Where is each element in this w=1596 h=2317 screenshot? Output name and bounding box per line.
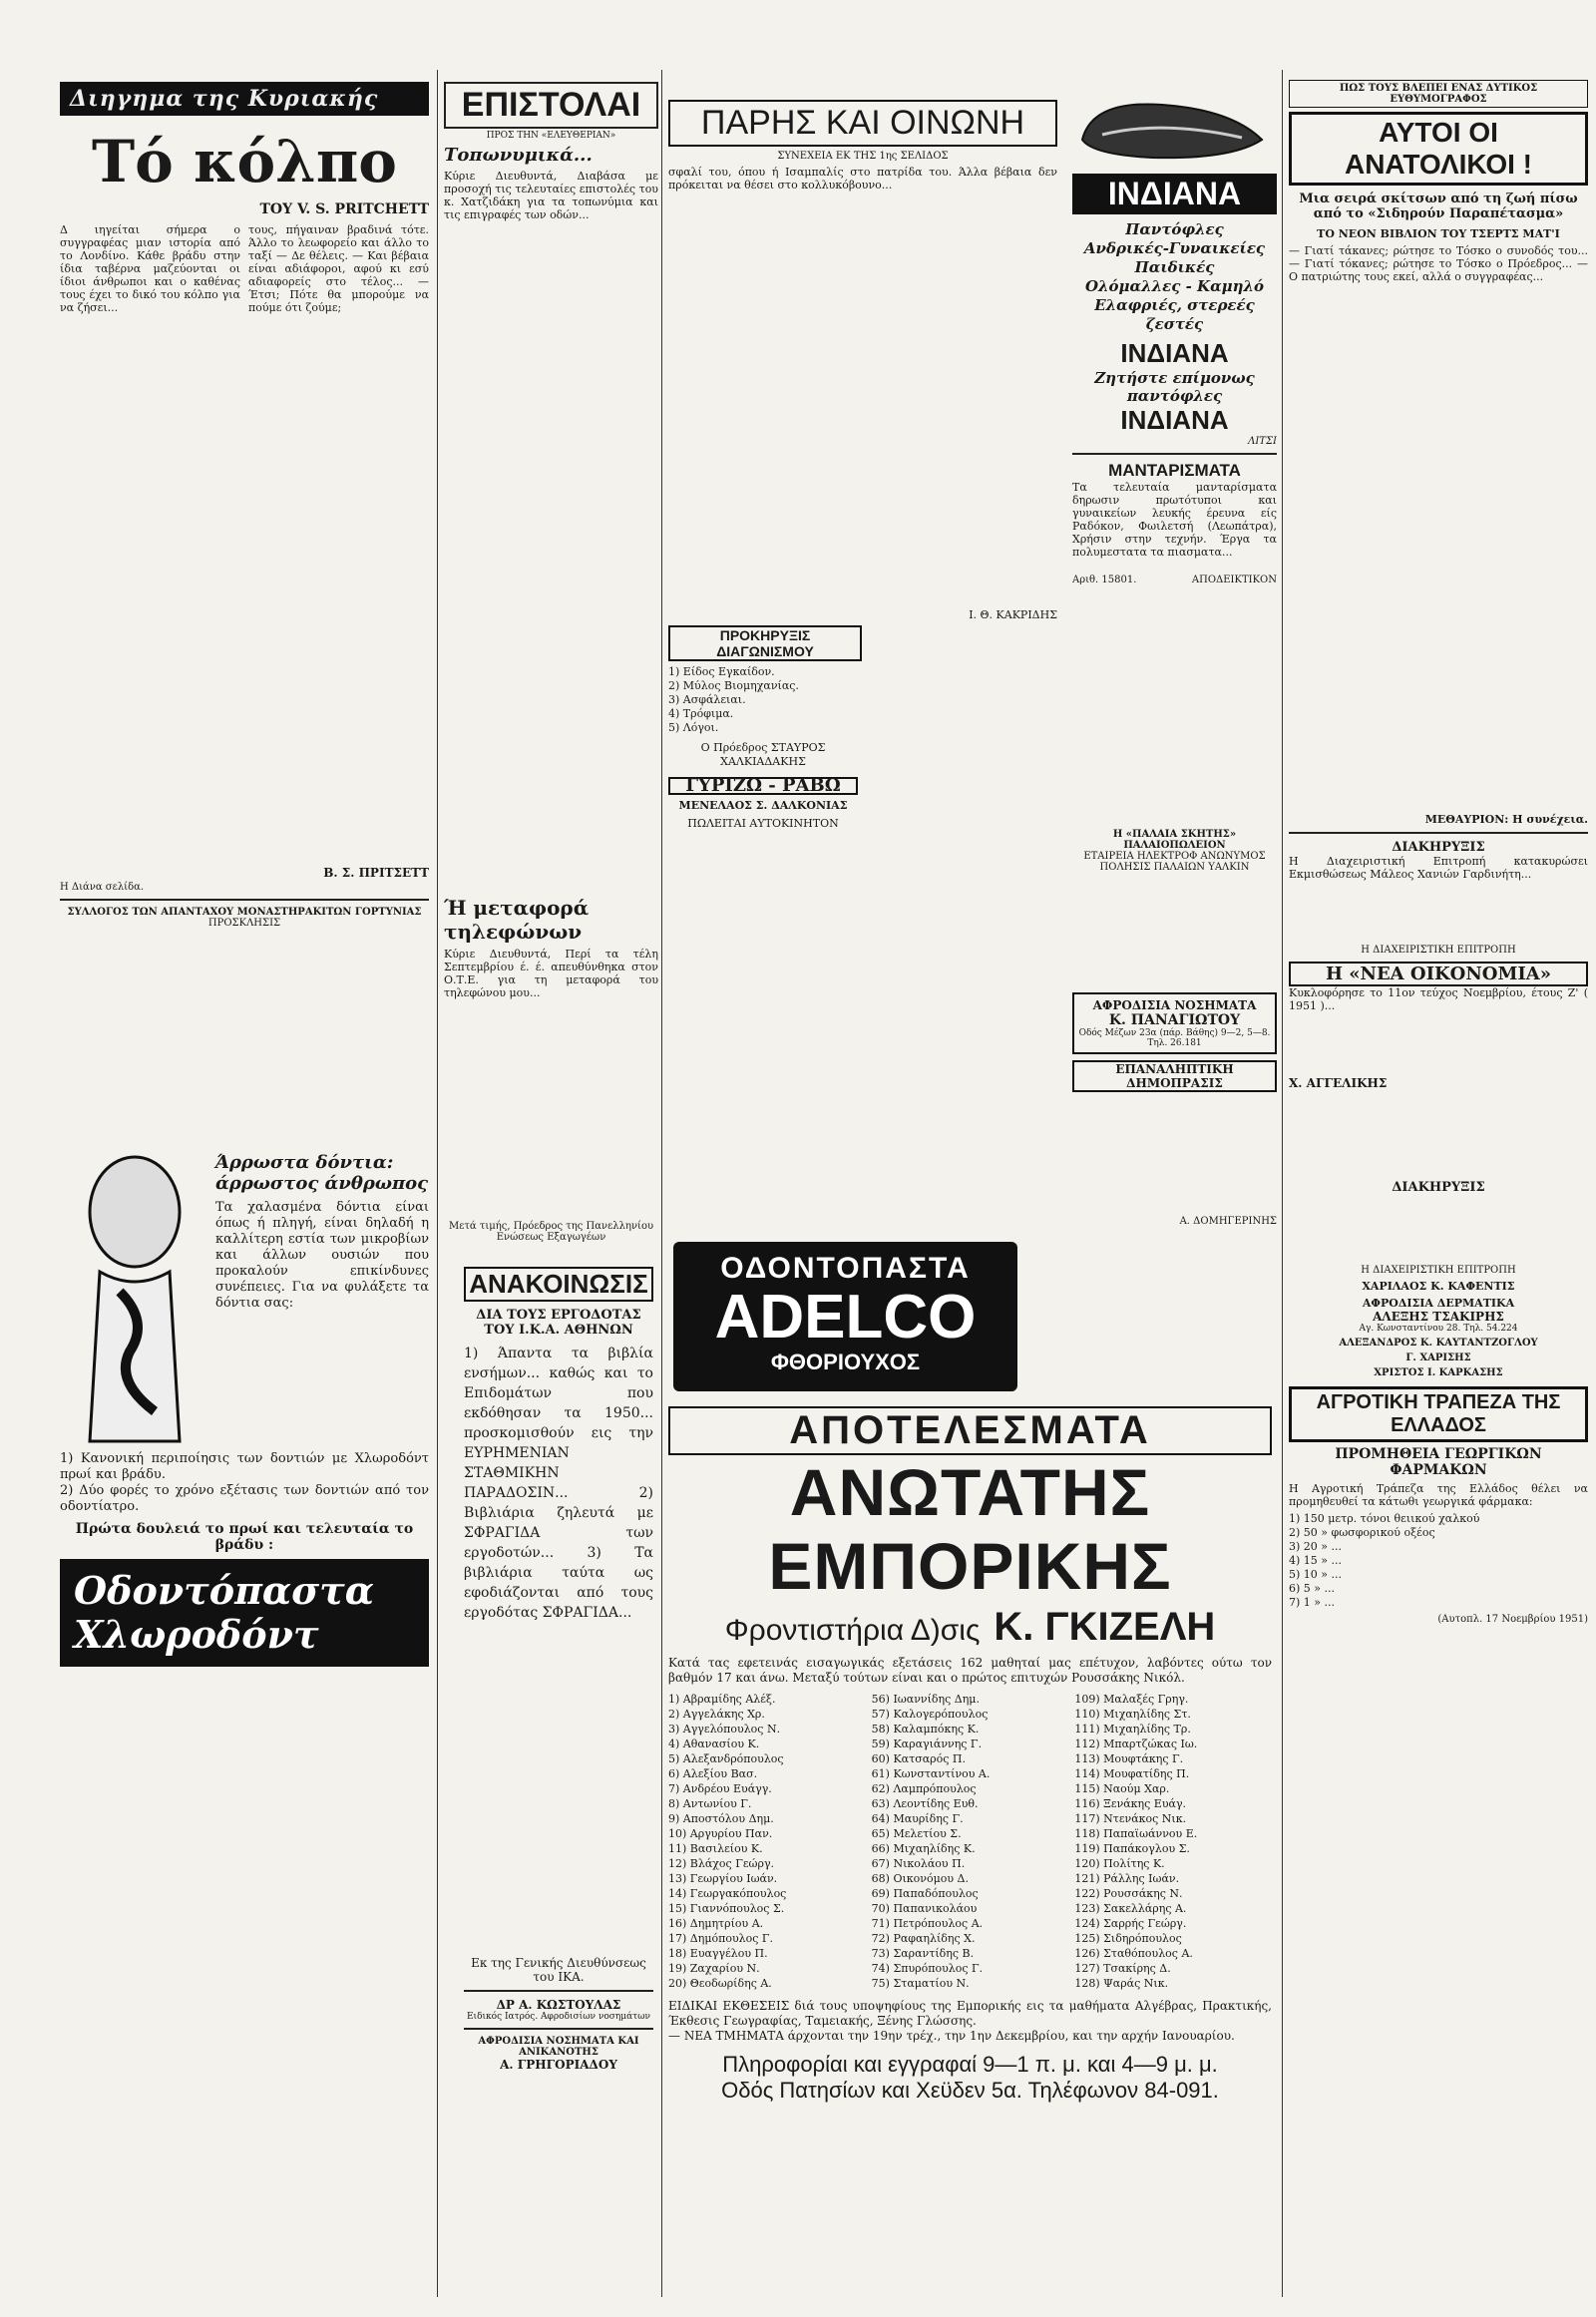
cartoon-book: ΤΟ ΝΕΟΝ ΒΙΒΛΙΟΝ ΤΟΥ ΤΣΕΡΤΣ ΜΑΤ'Ι (1317, 227, 1560, 240)
results-school: ΑΝΩΤΑΤΗΣ ΕΜΠΟΡΙΚΗΣ (768, 1455, 1172, 1603)
committee-2: Η ΔΙΑΧΕΙΡΙΣΤΙΚΗ ΕΠΙΤΡΟΠΗ (1361, 1265, 1516, 1276)
indiana-brand-2: ΙΝΔΙΑΝΑ (1120, 338, 1229, 368)
list-item: 122) Ρουσσάκης Ν. (1074, 1887, 1183, 1900)
ad2-doctor: Α. ΓΡΗΓΟΡΙΑΔΟΥ (500, 2058, 617, 2072)
letter2-sign: Μετά τιμής, Πρόεδρος της Πανελληνίου Ενώσεως Εξαγωγέων (448, 1221, 654, 1243)
list-item: 68) Οικονόμου Δ. (871, 1872, 969, 1885)
list-item: 121) Ράλλης Ιωάν. (1074, 1872, 1180, 1885)
company-text: ΕΤΑΙΡΕΙΑ ΗΛΕΚΤΡΟΦ ΑΝΩΝΥΜΟΣ ΠΟΛΗΣΙΣ ΠΑΛΑΙΩΝ ΥΑΛΚΙΝ (1083, 851, 1266, 873)
story-title: Τό κόλπο (91, 128, 397, 195)
clinic-doctor: ΑΛΕΞΗΣ ΤΣΑΚΙΡΗΣ (1373, 1310, 1504, 1324)
ika-announcement (464, 1267, 653, 2072)
letter2-body: Κύριε Διευθυντά, Περί τα τέλη Σεπτεμβρίου έ. έ. απευθύνθηκα στον Ο.Τ.Ε. για τη μεταφορά του τηλεφώνου μου... (444, 948, 658, 999)
indiana-brand: ΙΝΔΙΑΝΑ (1072, 174, 1277, 214)
indiana-line: Ανδρικές-Γυναικείες (1083, 239, 1266, 257)
announce-title: ΔΙΑΚΗΡΥΞΙΣ (1392, 840, 1485, 855)
list-item: 8) Αντωνίου Γ. (668, 1797, 752, 1810)
ad-caption: Άρρωστα δόντια: άρρωστος άνθρωπος (215, 1152, 429, 1194)
filler-text (1289, 1090, 1588, 1180)
announce-body: 1) Άπαντα τα βιβλία ενσήμων... καθώς και το Επιδομάτων που εκδόθησαν τα 1950... προσκομισθούν εις την ΕΥΡΗΜΕΝΙΑΝ ΣΤΑΘΜΙΚΗΝ ΠΑΡΑΔΟΣΙΝ... 2) Βιβλιάρια ζηλευτά με ΣΦΡΑΓΙΔΑ των εργοδοτών... 3) Τα βιβλιάρια ταύτα ως εφοδιάζονται από τους εργοδότας ΣΦΡΑΓΙΔΑ... (464, 1346, 653, 1621)
adelco-line2: ΦΘΟΡΙΟΥΧΟΣ (770, 1350, 921, 1374)
letters-header: ΕΠΙΣΤΟΛΑΙ (444, 82, 658, 129)
contest-item: 3) Ασφάλειαι. (668, 693, 746, 706)
results-col-b (872, 1692, 1069, 1991)
list-item: 9) Αποστόλου Δημ. (668, 1812, 774, 1825)
indiana-line: Παιδικές (1134, 258, 1215, 276)
indiana-cta: Ζητήστε επίμονως (1094, 369, 1255, 387)
list-item: 12) Βλάχος Γεώργ. (668, 1857, 775, 1870)
paris-sign: Ι. Θ. ΚΑΚΡΙΔΗΣ (969, 608, 1057, 621)
list-item: 10) Αργυρίου Παν. (668, 1827, 773, 1840)
cartoon-subtitle: Μια σειρά σκίτσων από τη ζωή πίσω από το «Σιδηρούν Παραπέτασμα» (1299, 192, 1578, 221)
tutor-label: Φροντιστήρια Δ)σις (724, 1614, 981, 1647)
company-title: Η «ΠΑΛΑΙΑ ΣΚΗΤΗΣ» ΠΑΛΑΙΟΠΩΛΕΙΟΝ (1112, 829, 1237, 851)
results-info: Πληροφορίαι και εγγραφαί 9—1 π. μ. και 4—9 μ. μ. (722, 2052, 1218, 2077)
notice-title: ΣΥΛΛΟΓΟΣ ΤΩΝ ΑΠΑΝΤΑΧΟΥ ΜΟΝΑΣΤΗΡΑΚΙΤΩΝ ΓΟΡΤΥΝΙΑΣ (67, 907, 422, 918)
list-item: 61) Κωνσταντίνου Α. (871, 1767, 991, 1780)
filler-text (1072, 877, 1277, 986)
cartoon-body: — Γιατί τάκανες; ρώτησε το Τόσκο ο συνοδός του... — Γιατί τόκανες; ρώτησε το Τόσκο ο Πρόεδρος... — Ο πατριώτης τους εκεί, αλλά ο συγγραφέας... (1289, 244, 1588, 283)
notice-subtitle: ΠΡΟΣΚΛΗΣΙΣ (207, 918, 281, 929)
merchant: Χ. ΑΓΓΕΛΙΚΗΣ (1289, 1076, 1388, 1090)
list-item: 71) Πετρόπουλος Α. (871, 1917, 984, 1930)
bank-item: 4) 15 » ... (1289, 1554, 1342, 1567)
letter1-title: Τοπωνυμικά... (444, 145, 593, 166)
list-item: 58) Καλαμπόκης Κ. (871, 1723, 980, 1736)
tutor-name: Κ. ΓΚΙΖΕΛΗ (994, 1605, 1216, 1649)
mantarismata-title: ΜΑΝΤΑΡΙΣΜΑΤΑ (1108, 461, 1241, 480)
notice-title: ΓΥΡΙΖΩ - ΡΑΒΩ (668, 777, 858, 795)
chlorodont-brand: Οδοντόπαστα Χλωροδόντ (60, 1559, 429, 1667)
paris-continued-text (866, 665, 1057, 925)
filler-text (1072, 1096, 1277, 1216)
contest-item: 5) Λόγοι. (668, 721, 719, 734)
contest-items (668, 665, 858, 925)
doctor-name: ΔΡ Α. ΚΩΣΤΟΥΛΑΣ (496, 1998, 621, 2012)
list-item: 18) Ευαγγέλου Π. (668, 1947, 768, 1960)
bank-body: Η Αγροτική Τράπεζα της Ελλάδος θέλει να προμηθευθεί τα κάτωθι γεωργικά φάρμακα: (1289, 1482, 1588, 1508)
ad-point-1: 1) Κανονική περιποίησις των δοντιών με Χλωροδόντ πρωί και βράδυ. (60, 1451, 429, 1482)
announce-body: Η Διαχειριστική Επιτροπή κατακυρώσει Εκμισθώσεως Μάλεος Χανιών Γαρδινήτη... (1289, 855, 1588, 881)
anatomy-illustration-icon (60, 1152, 209, 1451)
list-item: 5) Αλεξανδρόπουλος (668, 1752, 784, 1765)
list-item: 57) Καλογερόπουλος (871, 1708, 989, 1721)
contest-item: 2) Μύλος Βιομηχανίας. (668, 679, 799, 692)
list-item: 13) Γεωργίου Ιωάν. (668, 1872, 778, 1885)
list-item: 14) Γεωργακόπουλος (668, 1887, 787, 1900)
magazine-body: Κυκλοφόρησε το 11ον τεύχος Νοεμβρίου, έτους Ζ' ( 1951 )... (1289, 986, 1588, 1012)
bank-title: ΑΓΡΟΤΙΚΗ ΤΡΑΠΕΖΑ ΤΗΣ ΕΛΛΑΔΟΣ (1289, 1386, 1588, 1442)
bank-item: 2) 50 » φωσφορικού οξέος (1289, 1526, 1435, 1539)
results-col-a (668, 1692, 866, 1991)
clinic-3: Γ. ΧΑΡΙΣΗΣ (1405, 1352, 1471, 1363)
doctor-sub: Ειδικός Ιατρός. Αφροδισίων νοσημάτων (466, 2012, 651, 2022)
results-new-classes: — ΝΕΑ ΤΜΗΜΑΤΑ άρχονται την 19ην τρέχ., την 1ην Δεκεμβρίου, και την αρχήν Ιανουαρίου. (668, 2029, 1235, 2043)
indiana-line: Ολόμαλλες - Καμηλό (1084, 277, 1265, 295)
filler-text (1072, 589, 1277, 829)
list-item: 126) Σταθόπουλος Α. (1074, 1947, 1193, 1960)
contest-title: ΠΡΟΚΗΡΥΞΙΣ ΔΙΑΓΩΝΙΣΜΟΥ (668, 625, 862, 661)
pharmacy: ΧΑΡΙΛΑΟΣ Κ. ΚΑΦΕΝΤΙΣ (1362, 1280, 1515, 1293)
bank-sign: (Αυτοπλ. 17 Νοεμβρίου 1951) (1437, 1614, 1588, 1625)
section-ref-2: ΑΠΟΔΕΙΚΤΙΚΟΝ (1191, 575, 1277, 585)
list-item: 112) Μπαρτζώκας Ιω. (1074, 1738, 1198, 1750)
list-item: 16) Δημητρίου Α. (668, 1917, 764, 1930)
list-item: 66) Μιχαηλίδης Κ. (871, 1842, 976, 1855)
results-list (668, 1692, 1272, 1991)
story-body-right: τους, πήγαιναν βραδινά τότε. Άλλο το λεωφορείο και άλλο το ταξί — Δε θέλεις. — Και βέβαια είναι αδιάφοροι, αφού κι εσύ αδιαφορείς στο τέλος... — Έτσι; Πότε θα μπορούμε να πούμε ότι ζούμε; (248, 223, 429, 314)
filler-text (60, 933, 429, 1142)
bank-item: 6) 5 » ... (1289, 1582, 1335, 1595)
list-item: 72) Ραφαηλίδης Χ. (871, 1932, 976, 1945)
list-item: 128) Ψαράς Νικ. (1074, 1977, 1169, 1990)
list-item: 117) Ντενάκος Νικ. (1074, 1812, 1187, 1825)
auction-sign: Α. ΔΟΜΗΓΕΡΙΝΗΣ (1179, 1216, 1277, 1227)
bank-item: 5) 10 » ... (1289, 1568, 1342, 1581)
story-translation-note: Η Διάνα σελίδα. (60, 882, 145, 893)
results-special: ΕΙΔΙΚΑΙ ΕΚΘΕΣΕΙΣ διά τους υποψηφίους της Εμπορικής εις τα μαθήματα Αλγέβρας, Πρακτικής, Έκθεσις Γεωγραφίας, Ταμειακής, Ξένης Γλώσσης. (668, 1999, 1272, 2028)
filler-text (1289, 1195, 1588, 1265)
chlorodont-ad (60, 1152, 429, 1451)
adelco-ad (673, 1242, 1017, 1391)
cartoon-end: ΜΕΘΑΥΡΙΟΝ: Η συνέχεια. (1424, 813, 1588, 826)
notice-extra: ΠΩΛΕΙΤΑΙ ΑΥΤΟΚΙΝΗΤΟΝ (687, 817, 839, 830)
contest-item: 1) Είδος Εγκαίδον. (668, 665, 775, 678)
slipper-icon (1072, 80, 1272, 170)
indiana-brand-3: ΙΝΔΙΑΝΑ (1120, 405, 1229, 435)
list-item: 65) Μελετίου Σ. (871, 1827, 962, 1840)
list-item: 127) Τσακίρης Δ. (1074, 1962, 1171, 1975)
list-item: 20) Θεοδωρίδης Α. (668, 1977, 772, 1990)
results-block (668, 1406, 1272, 2284)
list-item: 6) Αλεξίου Βασ. (668, 1767, 758, 1780)
bank-sub: ΠΡΟΜΗΘΕΙΑ ΓΕΩΡΓΙΚΩΝ ΦΑΡΜΑΚΩΝ (1335, 1446, 1542, 1478)
indiana-cta-2: παντόφλες (1126, 387, 1223, 405)
adelco-line1: ΟΔΟΝΤΟΠΑΣΤΑ (720, 1252, 971, 1285)
list-item: 62) Λαμπρόπουλος (871, 1782, 977, 1795)
announce-sub: ΔΙΑ ΤΟΥΣ ΕΡΓΟΔΟΤΑΣ ΤΟΥ Ι.Κ.Α. ΑΘΗΝΩΝ (476, 1308, 641, 1338)
list-item: 123) Σακελλάρης Α. (1074, 1902, 1187, 1915)
list-item: 115) Ναούμ Χαρ. (1074, 1782, 1170, 1795)
bank-item: 3) 20 » ... (1289, 1540, 1342, 1553)
story-signature: Β. Σ. ΠΡΙΤΣΕΤΤ (323, 866, 429, 880)
list-item: 118) Παπαϊωάννου Ε. (1074, 1827, 1198, 1840)
announce-sign: Εκ της Γενικής Διευθύνσεως του ΙΚΑ. (471, 1956, 646, 1984)
list-item: 15) Γιαννόπουλος Σ. (668, 1902, 785, 1915)
column-indiana (1072, 80, 1277, 1287)
letter1-body: Κύριε Διευθυντά, Διαβάσα με προσοχή τις τελευταίες επιστολές του κ. Χατζιδάκη για τα τοπωνύμια και τις επιγραφές των οδών... (444, 170, 658, 221)
clinic-address: Οδός Μέζων 23α (πάρ. Βάθης) 9—2, 5—8. Τηλ. 26.181 (1078, 1028, 1271, 1048)
list-item: 124) Σαρρής Γεώργ. (1074, 1917, 1187, 1930)
paris-body: σφαλί του, όπου ή Ισαμπαλίς στο πατρίδα του. Άλλα βέβαια δεν πρόκειται να θέσει στο κολλυκόβουνο... (668, 166, 1057, 192)
list-item: 63) Λεοντίδης Ευθ. (871, 1797, 979, 1810)
list-item: 19) Ζαχαρίου Ν. (668, 1962, 760, 1975)
notice-sign: ΜΕΝΕΛΑΟΣ Σ. ΔΑΛΚΟΝΙΑΣ (678, 799, 848, 812)
section-ref: Αριθ. 15801. (1072, 575, 1137, 585)
mantarismata-body: Τα τελευταία μανταρίσματα δηρωσιν πρωτότυποι και γυναικείων λευκής έρευνα είς Ραδόκον, Φωιλετσή (Λεωπάτρα), Χρήσιν στην τεχνήν. Έργα τα πολυμεστατα τα πιασματα... (1072, 481, 1277, 559)
indiana-line: Ελαφριές, στερεές (1094, 296, 1255, 314)
results-address: Οδός Πατησίων και Χεϋδεν 5α. Τηλέφωνον 84-091. (721, 2078, 1219, 2103)
results-col-c (1074, 1692, 1272, 1991)
clinic-address: Αγ. Κωνσταντίνου 28. Τηλ. 54.224 (1359, 1324, 1518, 1334)
list-item: 119) Παπάκογλου Σ. (1074, 1842, 1190, 1855)
list-item: 110) Μιχαηλίδης Στ. (1074, 1708, 1191, 1721)
letter2-title: Ή μεταφορά τηλεφώνων (444, 896, 590, 944)
list-item: 69) Παπαδόπουλος (871, 1887, 979, 1900)
adelco-brand: ADELCO (714, 1283, 977, 1352)
paris-title: ΠΑΡΗΣ ΚΑΙ ΟΙΝΩΝΗ (668, 100, 1057, 147)
clinic-2: ΑΛΕΞΑΝΔΡΟΣ Κ. ΚΑΥΤΑΝΤΖΟΓΛΟΥ (1339, 1338, 1538, 1349)
list-item: 11) Βασιλείου Κ. (668, 1842, 763, 1855)
column-paris (668, 100, 1057, 1197)
announce2-title: ΔΙΑΚΗΡΥΞΙΣ (1392, 1180, 1485, 1195)
list-item: 111) Μιχαηλίδης Τρ. (1074, 1723, 1191, 1736)
list-item: 120) Πολίτης Κ. (1074, 1857, 1165, 1870)
list-item: 74) Σπυρόπουλος Γ. (871, 1962, 984, 1975)
bank-item: 7) 1 » ... (1289, 1596, 1335, 1609)
list-item: 73) Σαραντίδης Β. (871, 1947, 975, 1960)
announce-title: ΑΝΑΚΟΙΝΩΣΙΣ (464, 1267, 653, 1302)
ad-point-2: 2) Δύο φορές το χρόνο εξέτασις των δοντιών από τον οδοντίατρο. (60, 1483, 429, 1514)
contest-sign: Ο Πρόεδρος ΣΤΑΥΡΟΣ ΧΑΛΚΙΑΔΑΚΗΣ (700, 741, 826, 768)
committee: Η ΔΙΑΧΕΙΡΙΣΤΙΚΗ ΕΠΙΤΡΟΠΗ (1361, 945, 1516, 956)
clinic-4: ΧΡΙΣΤΟΣ Ι. ΚΑΡΚΑΣΗΣ (1374, 1367, 1503, 1378)
bank-items (1289, 1512, 1588, 1610)
list-item: 114) Μουφατίδης Π. (1074, 1767, 1190, 1780)
paris-continued: ΣΥΝΕΧΕΙΑ ΕΚ ΤΗΣ 1ης ΣΕΛΙΔΟΣ (777, 151, 949, 162)
story-byline: ΤΟΥ V. S. PRITCHETT (259, 201, 429, 217)
clinic-title: ΑΦΡΟΔΙΣΙΑ ΔΕΡΜΑΤΙΚΑ (1362, 1297, 1515, 1310)
list-item: 60) Κατσαρός Π. (871, 1752, 966, 1765)
contest-item: 4) Τρόφιμα. (668, 707, 734, 720)
list-item: 125) Σιδηρόπουλος (1074, 1932, 1182, 1945)
story-banner: Διηγημα της Κυριακής (60, 82, 429, 116)
list-item: 64) Μαυρίδης Γ. (871, 1812, 964, 1825)
ad-end: Πρώτα δουλειά το πρωί και τελευταία το βράδυ : (75, 1521, 414, 1553)
clinic-doctor: Κ. ΠΑΝΑΓΙΩΤΟΥ (1108, 1012, 1241, 1028)
ad2-title: ΑΦΡΟΔΙΣΙΑ ΝΟΣΗΜΑΤΑ ΚΑΙ ΑΝΙΚΑΝΟΤΗΣ (478, 2036, 639, 2058)
story-body-left: Δ ιηγείται σήμερα ο συγγραφέας μιαν ιστορία από το Λονδίνο. Κάθε βράδυ στην ίδια ταβέρνα μαζεύονται οι ίδιοι άνθρωποι και ο καθένας τους έχει το δικό του κόλπο για να ζήσει... (60, 223, 240, 314)
cartoon-title: ΑΥΤΟΙ ΟΙ ΑΝΑΤΟΛΙΚΟΙ ! (1289, 112, 1588, 186)
indiana-tag: ΛΙΤΣΙ (1248, 436, 1277, 447)
list-item: 59) Καραγιάννης Γ. (871, 1738, 983, 1750)
list-item: 56) Ιωαννίδης Δημ. (871, 1693, 980, 1706)
indiana-line: Παντόφλες (1125, 220, 1224, 238)
list-item: 3) Αγγελόπουλος Ν. (668, 1723, 781, 1736)
column-story (60, 82, 429, 2297)
list-item: 70) Παπανικολάου (871, 1902, 978, 1915)
clinic-ad (1072, 992, 1277, 1054)
list-item: 2) Αγγελάκης Χρ. (668, 1708, 765, 1721)
list-item: 109) Μαλαξές Γρηγ. (1074, 1693, 1189, 1706)
list-item: 113) Μουφτάκης Γ. (1074, 1752, 1184, 1765)
list-item: 4) Αθανασίου Κ. (668, 1738, 760, 1750)
list-item: 7) Ανδρέου Ευάγγ. (668, 1782, 772, 1795)
bank-item: 1) 150 μετρ. τόνοι θειικού χαλκού (1289, 1512, 1480, 1525)
list-item: 75) Σταματίου Ν. (871, 1977, 970, 1990)
ad-body: Τα χαλασμένα δόντια είναι όπως ή πληγή, είναι δηλαδή η καλλίτερη εστία των μικροβίων και άλλων ουσιών που προκαλούν επικίνδυνες συνέπειες. Για να φυλάξετε τα δόντια σας: (215, 1200, 429, 1311)
column-right (1289, 80, 1588, 2297)
indiana-line: ζεστές (1145, 315, 1204, 333)
list-item: 67) Νικολάου Π. (871, 1857, 966, 1870)
list-item: 116) Ξενάκης Ευάγ. (1074, 1797, 1187, 1810)
auction-title: ΕΠΑΝΑΛΗΠΤΙΚΗ ΔΗΜΟΠΡΑΣΙΣ (1072, 1060, 1277, 1092)
results-intro: Κατά τας εφετεινάς εισαγωγικάς εξετάσεις 162 μαθηταί μας επέτυχον, λαβόντες ούτω τον βαθμόν 17 και άνω. Μεταξύ τούτων είναι και ο πρώτος επιτυχών Ρουσσάκης Νικόλ. (668, 1656, 1272, 1685)
list-item: 1) Αβραμίδης Αλέξ. (668, 1693, 776, 1706)
cartoon-topbar: ΠΩΣ ΤΟΥΣ ΒΛΕΠΕΙ ΕΝΑΣ ΔΥΤΙΚΟΣ ΕΥΘΥΜΟΓΡΑΦΟΣ (1289, 80, 1588, 108)
list-item: 17) Δημόπουλος Γ. (668, 1932, 774, 1945)
letters-header-sub: ΠΡΟΣ ΤΗΝ «ΕΛΕΥΘΕΡΙΑΝ» (486, 131, 616, 141)
magazine-title: Η «ΝΕΑ ΟΙΚΟΝΟΜΙΑ» (1289, 962, 1588, 986)
results-title: ΑΠΟΤΕΛΕΣΜΑΤΑ (668, 1406, 1272, 1455)
clinic-title: ΑΦΡΟΔΙΣΙΑ ΝΟΣΗΜΑΤΑ (1092, 998, 1257, 1012)
